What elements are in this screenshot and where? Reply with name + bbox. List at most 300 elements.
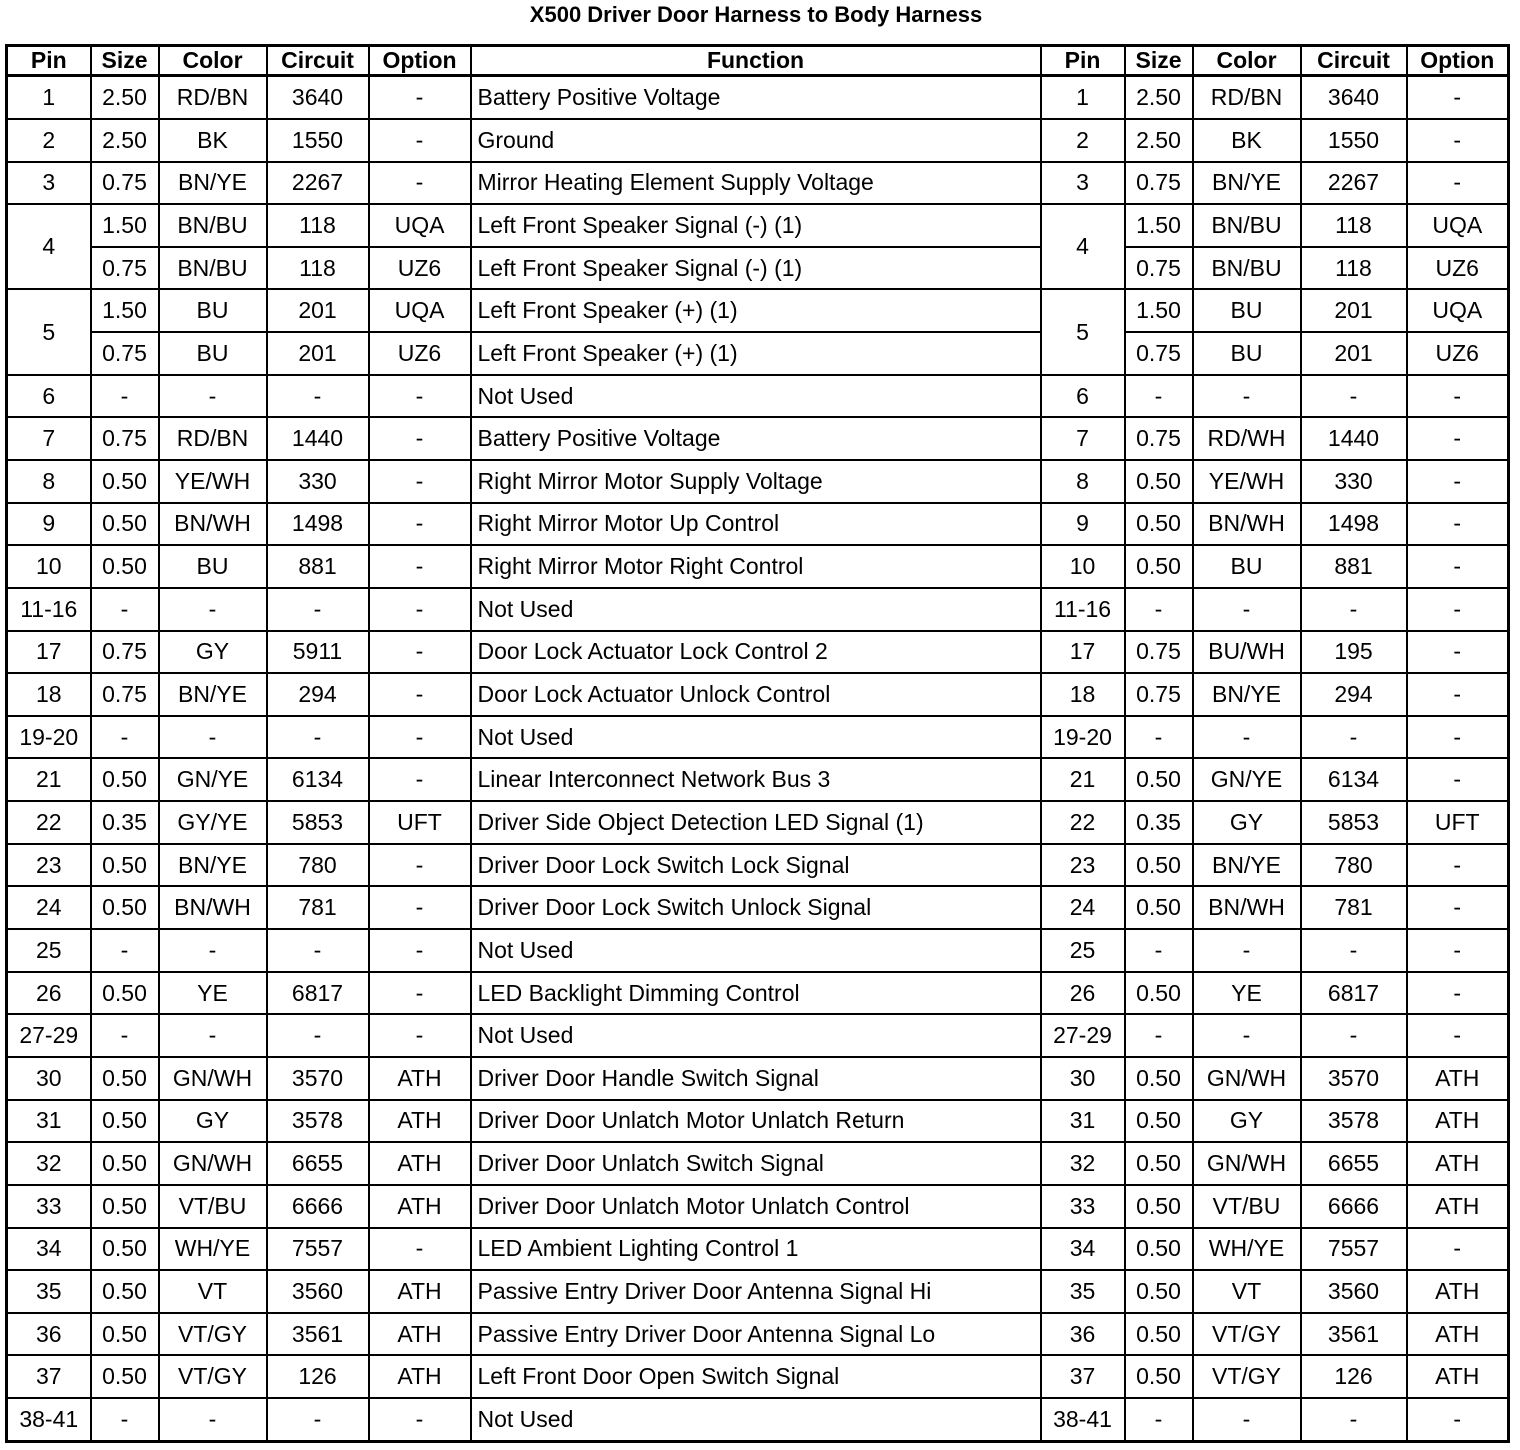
option-right-cell: UZ6	[1407, 332, 1509, 375]
circuit-left-cell: 118	[267, 204, 369, 247]
option-right-cell: UFT	[1407, 801, 1509, 844]
size-right-cell: 0.50	[1125, 1142, 1193, 1185]
circuit-left-cell: 6655	[267, 1142, 369, 1185]
size-right-cell: 1.50	[1125, 289, 1193, 332]
table-row	[7, 972, 1509, 1015]
function-cell: Right Mirror Motor Right Control	[471, 545, 1041, 588]
size-right-cell: 0.35	[1125, 801, 1193, 844]
circuit-left-cell: -	[267, 375, 369, 418]
circuit-right-cell: 5853	[1301, 801, 1407, 844]
circuit-left-cell: 7557	[267, 1228, 369, 1271]
circuit-right-cell: 118	[1301, 204, 1407, 247]
color-right-cell: -	[1193, 716, 1301, 759]
function-cell: Left Front Speaker (+) (1)	[471, 289, 1041, 332]
table-row	[7, 631, 1509, 674]
function-cell: Not Used	[471, 375, 1041, 418]
size-left-cell: 0.50	[91, 1270, 159, 1313]
size-left-cell: 0.35	[91, 801, 159, 844]
size-right-cell: 0.75	[1125, 417, 1193, 460]
size-left-cell: 0.50	[91, 1142, 159, 1185]
circuit-right-cell: 118	[1301, 247, 1407, 290]
table-row	[7, 545, 1509, 588]
table-row	[7, 460, 1509, 503]
function-cell: Not Used	[471, 1398, 1041, 1441]
color-right-cell: RD/BN	[1193, 76, 1301, 119]
option-right-cell: -	[1407, 545, 1509, 588]
circuit-left-cell: -	[267, 1014, 369, 1057]
pin-right-cell: 17	[1041, 631, 1125, 674]
table-row	[7, 503, 1509, 546]
color-left-cell: BN/BU	[159, 204, 267, 247]
table-row	[7, 417, 1509, 460]
option-right-cell: -	[1407, 503, 1509, 546]
size-left-cell: 0.50	[91, 460, 159, 503]
option-left-cell: -	[369, 545, 471, 588]
pin-right-cell: 4	[1041, 204, 1125, 289]
size-right-cell: -	[1125, 1398, 1193, 1441]
circuit-left-cell: 118	[267, 247, 369, 290]
column-header-color-left: Color	[159, 46, 267, 76]
color-right-cell: BU	[1193, 289, 1301, 332]
size-left-cell: 0.50	[91, 1228, 159, 1271]
option-left-cell: -	[369, 162, 471, 205]
table-row	[7, 1142, 1509, 1185]
function-cell: Right Mirror Motor Up Control	[471, 503, 1041, 546]
option-left-cell: UZ6	[369, 332, 471, 375]
size-right-cell: 0.50	[1125, 1313, 1193, 1356]
option-left-cell: -	[369, 1228, 471, 1271]
column-header-color-right: Color	[1193, 46, 1301, 76]
table-body	[7, 76, 1509, 1442]
option-left-cell: -	[369, 886, 471, 929]
option-left-cell: -	[369, 375, 471, 418]
function-cell: Not Used	[471, 716, 1041, 759]
circuit-left-cell: 6817	[267, 972, 369, 1015]
option-left-cell: -	[369, 588, 471, 631]
option-left-cell: UQA	[369, 204, 471, 247]
circuit-left-cell: 201	[267, 289, 369, 332]
size-right-cell: 0.50	[1125, 1355, 1193, 1398]
option-left-cell: -	[369, 1014, 471, 1057]
size-right-cell: 0.50	[1125, 972, 1193, 1015]
pin-right-cell: 31	[1041, 1100, 1125, 1143]
size-right-cell: 0.75	[1125, 631, 1193, 674]
pin-left-cell: 27-29	[7, 1014, 91, 1057]
table-row	[7, 1398, 1509, 1441]
circuit-right-cell: -	[1301, 588, 1407, 631]
size-left-cell: 1.50	[91, 289, 159, 332]
size-left-cell: -	[91, 588, 159, 631]
circuit-right-cell: 294	[1301, 673, 1407, 716]
size-right-cell: 0.50	[1125, 1100, 1193, 1143]
option-right-cell: ATH	[1407, 1313, 1509, 1356]
option-left-cell: -	[369, 417, 471, 460]
function-cell: LED Backlight Dimming Control	[471, 972, 1041, 1015]
color-left-cell: RD/BN	[159, 76, 267, 119]
circuit-left-cell: 1550	[267, 119, 369, 162]
option-left-cell: ATH	[369, 1100, 471, 1143]
size-right-cell: 0.50	[1125, 1270, 1193, 1313]
circuit-left-cell: 3561	[267, 1313, 369, 1356]
color-left-cell: BN/BU	[159, 247, 267, 290]
size-left-cell: 0.75	[91, 162, 159, 205]
size-left-cell: 2.50	[91, 119, 159, 162]
color-right-cell: BU	[1193, 332, 1301, 375]
option-right-cell: -	[1407, 673, 1509, 716]
color-right-cell: GN/YE	[1193, 758, 1301, 801]
function-cell: Mirror Heating Element Supply Voltage	[471, 162, 1041, 205]
table-row	[7, 588, 1509, 631]
color-right-cell: -	[1193, 588, 1301, 631]
color-left-cell: BN/WH	[159, 503, 267, 546]
option-left-cell: -	[369, 503, 471, 546]
circuit-right-cell: 1498	[1301, 503, 1407, 546]
color-right-cell: VT/GY	[1193, 1355, 1301, 1398]
function-cell: Left Front Speaker (+) (1)	[471, 332, 1041, 375]
pin-right-cell: 35	[1041, 1270, 1125, 1313]
option-right-cell: ATH	[1407, 1270, 1509, 1313]
option-right-cell: -	[1407, 886, 1509, 929]
pin-right-cell: 27-29	[1041, 1014, 1125, 1057]
circuit-left-cell: -	[267, 929, 369, 972]
size-right-cell: -	[1125, 1014, 1193, 1057]
table-row	[7, 119, 1509, 162]
pin-right-cell: 37	[1041, 1355, 1125, 1398]
pin-left-cell: 18	[7, 673, 91, 716]
color-right-cell: BN/YE	[1193, 673, 1301, 716]
function-cell: Left Front Door Open Switch Signal	[471, 1355, 1041, 1398]
color-right-cell: GN/WH	[1193, 1057, 1301, 1100]
circuit-left-cell: 1498	[267, 503, 369, 546]
color-left-cell: YE/WH	[159, 460, 267, 503]
circuit-right-cell: 1440	[1301, 417, 1407, 460]
circuit-left-cell: 6134	[267, 758, 369, 801]
option-left-cell: -	[369, 758, 471, 801]
table-row	[7, 673, 1509, 716]
option-right-cell: -	[1407, 631, 1509, 674]
table-row	[7, 1014, 1509, 1057]
circuit-right-cell: 1550	[1301, 119, 1407, 162]
color-left-cell: BN/YE	[159, 844, 267, 887]
size-right-cell: 0.50	[1125, 758, 1193, 801]
table-row	[7, 289, 1509, 332]
pin-right-cell: 11-16	[1041, 588, 1125, 631]
table-row	[7, 204, 1509, 247]
function-cell: Driver Door Unlatch Motor Unlatch Return	[471, 1100, 1041, 1143]
pin-right-cell: 32	[1041, 1142, 1125, 1185]
color-left-cell: GN/YE	[159, 758, 267, 801]
pin-left-cell: 19-20	[7, 716, 91, 759]
size-left-cell: 0.50	[91, 758, 159, 801]
circuit-left-cell: 780	[267, 844, 369, 887]
pin-left-cell: 35	[7, 1270, 91, 1313]
color-right-cell: WH/YE	[1193, 1228, 1301, 1271]
option-right-cell: -	[1407, 844, 1509, 887]
color-left-cell: WH/YE	[159, 1228, 267, 1271]
function-cell: Left Front Speaker Signal (-) (1)	[471, 204, 1041, 247]
circuit-right-cell: 201	[1301, 332, 1407, 375]
option-right-cell: -	[1407, 375, 1509, 418]
circuit-left-cell: 3640	[267, 76, 369, 119]
color-left-cell: -	[159, 929, 267, 972]
color-left-cell: VT/GY	[159, 1313, 267, 1356]
pin-right-cell: 6	[1041, 375, 1125, 418]
option-right-cell: -	[1407, 1228, 1509, 1271]
pin-left-cell: 3	[7, 162, 91, 205]
size-left-cell: -	[91, 716, 159, 759]
function-cell: Linear Interconnect Network Bus 3	[471, 758, 1041, 801]
option-right-cell: -	[1407, 162, 1509, 205]
pin-left-cell: 26	[7, 972, 91, 1015]
pin-left-cell: 9	[7, 503, 91, 546]
circuit-right-cell: 3560	[1301, 1270, 1407, 1313]
option-left-cell: ATH	[369, 1313, 471, 1356]
column-header-option-right: Option	[1407, 46, 1509, 76]
color-right-cell: BN/BU	[1193, 247, 1301, 290]
circuit-left-cell: 126	[267, 1355, 369, 1398]
pin-right-cell: 33	[1041, 1185, 1125, 1228]
size-right-cell: 0.75	[1125, 162, 1193, 205]
circuit-right-cell: -	[1301, 929, 1407, 972]
size-left-cell: 0.50	[91, 972, 159, 1015]
size-right-cell: 0.50	[1125, 503, 1193, 546]
color-left-cell: BN/YE	[159, 673, 267, 716]
option-left-cell: UFT	[369, 801, 471, 844]
color-left-cell: VT/GY	[159, 1355, 267, 1398]
option-right-cell: -	[1407, 417, 1509, 460]
pin-right-cell: 8	[1041, 460, 1125, 503]
color-right-cell: VT	[1193, 1270, 1301, 1313]
color-left-cell: VT	[159, 1270, 267, 1313]
option-left-cell: -	[369, 929, 471, 972]
option-right-cell: -	[1407, 972, 1509, 1015]
size-right-cell: 1.50	[1125, 204, 1193, 247]
table-row	[7, 801, 1509, 844]
column-header-pin-right: Pin	[1041, 46, 1125, 76]
pin-right-cell: 18	[1041, 673, 1125, 716]
circuit-left-cell: 2267	[267, 162, 369, 205]
table-row	[7, 1185, 1509, 1228]
circuit-left-cell: 201	[267, 332, 369, 375]
pin-left-cell: 31	[7, 1100, 91, 1143]
pin-right-cell: 2	[1041, 119, 1125, 162]
color-left-cell: GN/WH	[159, 1142, 267, 1185]
table-row	[7, 929, 1509, 972]
circuit-left-cell: 3578	[267, 1100, 369, 1143]
color-left-cell: RD/BN	[159, 417, 267, 460]
option-right-cell: -	[1407, 460, 1509, 503]
function-cell: Not Used	[471, 929, 1041, 972]
pin-left-cell: 32	[7, 1142, 91, 1185]
pin-left-cell: 1	[7, 76, 91, 119]
pin-right-cell: 30	[1041, 1057, 1125, 1100]
color-left-cell: BN/YE	[159, 162, 267, 205]
circuit-right-cell: 201	[1301, 289, 1407, 332]
color-left-cell: BN/WH	[159, 886, 267, 929]
table-row	[7, 162, 1509, 205]
color-right-cell: VT/BU	[1193, 1185, 1301, 1228]
size-right-cell: 0.75	[1125, 673, 1193, 716]
option-left-cell: -	[369, 631, 471, 674]
option-left-cell: -	[369, 1398, 471, 1441]
pin-left-cell: 36	[7, 1313, 91, 1356]
function-cell: LED Ambient Lighting Control 1	[471, 1228, 1041, 1271]
circuit-left-cell: 881	[267, 545, 369, 588]
pin-left-cell: 17	[7, 631, 91, 674]
pin-left-cell: 25	[7, 929, 91, 972]
function-cell: Battery Positive Voltage	[471, 417, 1041, 460]
table-row	[7, 332, 1509, 375]
color-right-cell: YE	[1193, 972, 1301, 1015]
circuit-right-cell: -	[1301, 1014, 1407, 1057]
pin-left-cell: 34	[7, 1228, 91, 1271]
size-left-cell: 0.50	[91, 545, 159, 588]
size-left-cell: -	[91, 1398, 159, 1441]
column-header-size-right: Size	[1125, 46, 1193, 76]
color-left-cell: GY/YE	[159, 801, 267, 844]
option-left-cell: UQA	[369, 289, 471, 332]
pin-right-cell: 21	[1041, 758, 1125, 801]
size-right-cell: 0.75	[1125, 247, 1193, 290]
circuit-right-cell: 3578	[1301, 1100, 1407, 1143]
color-right-cell: VT/GY	[1193, 1313, 1301, 1356]
table-row	[7, 886, 1509, 929]
size-right-cell: -	[1125, 588, 1193, 631]
circuit-left-cell: 5911	[267, 631, 369, 674]
option-right-cell: ATH	[1407, 1355, 1509, 1398]
table-row	[7, 758, 1509, 801]
circuit-right-cell: 6655	[1301, 1142, 1407, 1185]
color-right-cell: BN/YE	[1193, 162, 1301, 205]
pin-right-cell: 26	[1041, 972, 1125, 1015]
pin-right-cell: 23	[1041, 844, 1125, 887]
function-cell: Driver Door Unlatch Switch Signal	[471, 1142, 1041, 1185]
circuit-right-cell: 781	[1301, 886, 1407, 929]
pinout-table	[5, 44, 1510, 1443]
option-right-cell: ATH	[1407, 1057, 1509, 1100]
circuit-right-cell: -	[1301, 375, 1407, 418]
color-left-cell: GN/WH	[159, 1057, 267, 1100]
option-right-cell: ATH	[1407, 1185, 1509, 1228]
column-header-circuit-right: Circuit	[1301, 46, 1407, 76]
color-right-cell: RD/WH	[1193, 417, 1301, 460]
table-row	[7, 1355, 1509, 1398]
option-right-cell: -	[1407, 758, 1509, 801]
size-right-cell: 0.50	[1125, 844, 1193, 887]
option-left-cell: ATH	[369, 1142, 471, 1185]
option-left-cell: ATH	[369, 1057, 471, 1100]
function-cell: Battery Positive Voltage	[471, 76, 1041, 119]
size-left-cell: 0.75	[91, 332, 159, 375]
circuit-right-cell: 7557	[1301, 1228, 1407, 1271]
size-left-cell: 0.50	[91, 1057, 159, 1100]
pin-right-cell: 7	[1041, 417, 1125, 460]
size-left-cell: 0.50	[91, 844, 159, 887]
circuit-right-cell: 3561	[1301, 1313, 1407, 1356]
color-right-cell: BU/WH	[1193, 631, 1301, 674]
pin-left-cell: 10	[7, 545, 91, 588]
table-row	[7, 247, 1509, 290]
circuit-left-cell: 294	[267, 673, 369, 716]
column-header-option-left: Option	[369, 46, 471, 76]
color-left-cell: -	[159, 588, 267, 631]
option-left-cell: ATH	[369, 1185, 471, 1228]
circuit-left-cell: 330	[267, 460, 369, 503]
size-left-cell: 2.50	[91, 76, 159, 119]
circuit-right-cell: 3640	[1301, 76, 1407, 119]
color-right-cell: YE/WH	[1193, 460, 1301, 503]
pin-left-cell: 22	[7, 801, 91, 844]
color-right-cell: BU	[1193, 545, 1301, 588]
function-cell: Passive Entry Driver Door Antenna Signal Lo	[471, 1313, 1041, 1356]
size-left-cell: 0.50	[91, 886, 159, 929]
pin-right-cell: 34	[1041, 1228, 1125, 1271]
color-right-cell: -	[1193, 375, 1301, 418]
color-left-cell: BU	[159, 545, 267, 588]
function-cell: Not Used	[471, 588, 1041, 631]
option-left-cell: ATH	[369, 1270, 471, 1313]
size-right-cell: 0.50	[1125, 545, 1193, 588]
color-right-cell: -	[1193, 929, 1301, 972]
pin-left-cell: 11-16	[7, 588, 91, 631]
circuit-right-cell: 780	[1301, 844, 1407, 887]
table-row	[7, 1100, 1509, 1143]
table-row	[7, 1270, 1509, 1313]
option-left-cell: UZ6	[369, 247, 471, 290]
color-right-cell: -	[1193, 1398, 1301, 1441]
size-left-cell: -	[91, 1014, 159, 1057]
size-right-cell: -	[1125, 716, 1193, 759]
color-right-cell: GY	[1193, 1100, 1301, 1143]
color-right-cell: BN/WH	[1193, 886, 1301, 929]
pin-right-cell: 5	[1041, 289, 1125, 374]
pin-left-cell: 38-41	[7, 1398, 91, 1441]
table-row	[7, 1228, 1509, 1271]
pin-right-cell: 3	[1041, 162, 1125, 205]
option-right-cell: -	[1407, 929, 1509, 972]
color-left-cell: -	[159, 716, 267, 759]
table-row	[7, 76, 1509, 119]
size-left-cell: 0.75	[91, 247, 159, 290]
pin-left-cell: 33	[7, 1185, 91, 1228]
circuit-right-cell: 6666	[1301, 1185, 1407, 1228]
size-left-cell: -	[91, 375, 159, 418]
table-row	[7, 1057, 1509, 1100]
pin-right-cell: 36	[1041, 1313, 1125, 1356]
pin-left-cell: 30	[7, 1057, 91, 1100]
option-right-cell: -	[1407, 716, 1509, 759]
option-right-cell: -	[1407, 588, 1509, 631]
color-right-cell: GY	[1193, 801, 1301, 844]
color-left-cell: GY	[159, 631, 267, 674]
pin-right-cell: 24	[1041, 886, 1125, 929]
option-right-cell: -	[1407, 119, 1509, 162]
function-cell: Driver Side Object Detection LED Signal (1)	[471, 801, 1041, 844]
pin-left-cell: 6	[7, 375, 91, 418]
function-cell: Right Mirror Motor Supply Voltage	[471, 460, 1041, 503]
function-cell: Ground	[471, 119, 1041, 162]
color-left-cell: BU	[159, 332, 267, 375]
pin-right-cell: 10	[1041, 545, 1125, 588]
option-left-cell: -	[369, 76, 471, 119]
pin-left-cell: 23	[7, 844, 91, 887]
option-right-cell: -	[1407, 76, 1509, 119]
function-cell: Door Lock Actuator Unlock Control	[471, 673, 1041, 716]
option-right-cell: UQA	[1407, 204, 1509, 247]
pin-right-cell: 38-41	[1041, 1398, 1125, 1441]
circuit-right-cell: 6134	[1301, 758, 1407, 801]
size-left-cell: 0.75	[91, 673, 159, 716]
